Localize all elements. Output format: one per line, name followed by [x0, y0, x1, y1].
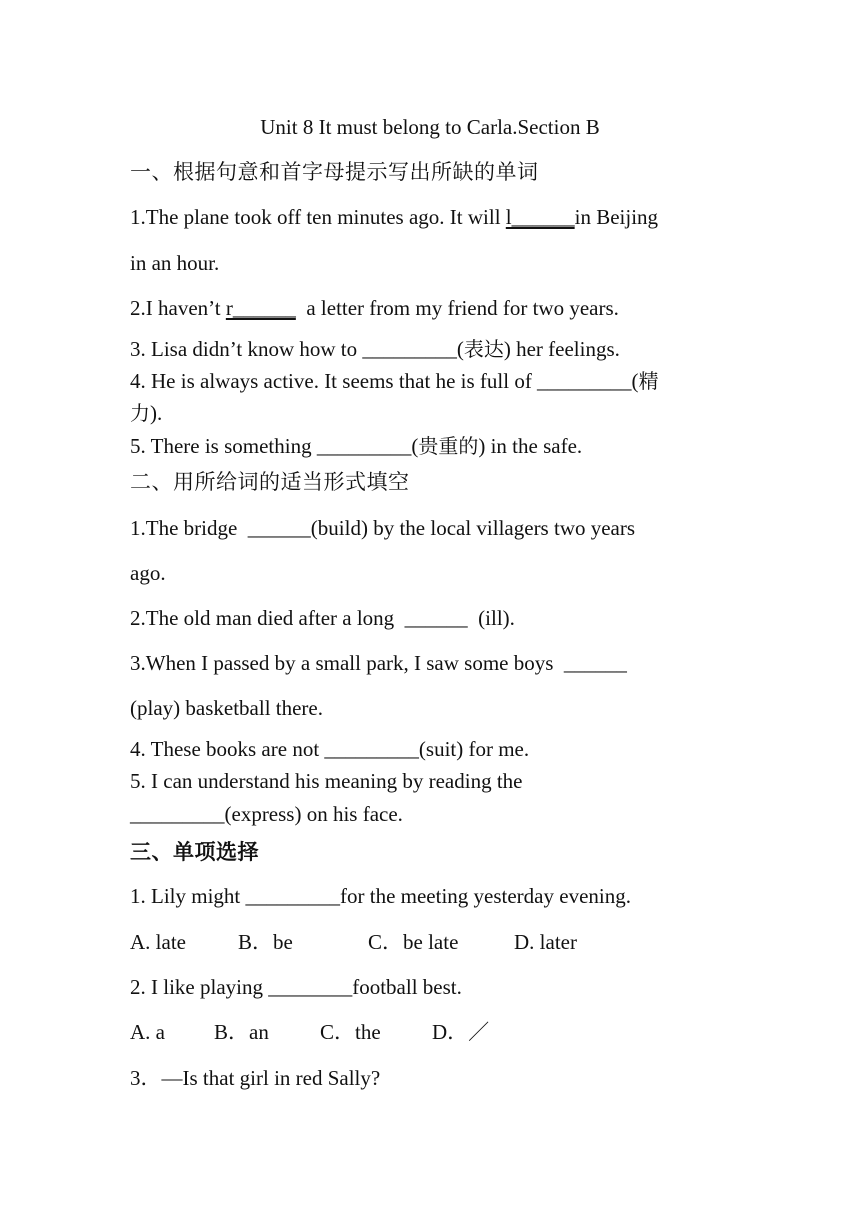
- s2-question-5: 5. I can understand his meaning by reading the: [130, 769, 523, 793]
- s2-question-4: 4. These books are not _________(suit) for me.: [130, 737, 530, 761]
- s3-q1-option-d: D. later: [514, 930, 577, 954]
- s1-q1-text: 1.The plane took off ten minutes ago. It will: [130, 205, 506, 229]
- s1-q1-blank: l______: [505, 205, 575, 229]
- s1-question-1: [130, 203, 658, 231]
- s3-q1-option-a: A. late: [130, 930, 186, 954]
- s1-question-3: [130, 335, 620, 363]
- s1-q3-text-after: ) her feelings.: [503, 337, 620, 361]
- s3-question-2: 2. I like playing ________football best.: [130, 975, 462, 999]
- s2-question-5-continued: _________(express) on his face.: [130, 802, 403, 826]
- s3-question-3: 3．—Is that girl in red Sally?: [130, 1066, 381, 1090]
- s3-q2-option-b: B．an: [214, 1020, 269, 1044]
- s2-question-1: 1.The bridge ______(build) by the local villagers two years: [130, 516, 636, 540]
- s1-q2-blank: r______: [225, 296, 296, 320]
- s2-question-2: 2.The old man died after a long ______ (ill).: [130, 606, 515, 630]
- section-3-heading: 三、单项选择: [130, 840, 259, 864]
- s3-q1-option-c: C．be late: [368, 930, 459, 954]
- s1-question-5: [130, 432, 582, 460]
- s1-q4-hint-part1: 精: [638, 369, 659, 393]
- s3-q1-option-b: B．be: [238, 930, 293, 954]
- s1-question-2: [130, 294, 619, 322]
- s2-question-3-continued: (play) basketball there.: [130, 696, 323, 720]
- s1-question-1-continued: in an hour.: [130, 251, 220, 275]
- s1-q2-text-after: a letter from my friend for two years.: [295, 296, 619, 320]
- s3-question-1-options: [130, 928, 577, 956]
- s3-question-2-options: [130, 1018, 489, 1046]
- s1-q4-text: 4. He is always active. It seems that he is full of _________(: [130, 369, 639, 393]
- s1-question-4: [130, 367, 659, 395]
- s1-q5-text-after: ) in the safe.: [478, 434, 583, 458]
- s1-q5-hint: 贵重的: [418, 434, 479, 458]
- s1-q1-text-after: in Beijing: [574, 205, 659, 229]
- s1-q5-text: 5. There is something _________(: [130, 434, 419, 458]
- section-1-heading: 一、根据句意和首字母提示写出所缺的单词: [130, 160, 539, 184]
- s1-q2-text: 2.I haven’t: [130, 296, 226, 320]
- s1-q3-hint: 表达: [463, 337, 504, 361]
- s1-question-4-continued: [130, 399, 162, 427]
- s1-q4-text-after: ).: [150, 401, 163, 425]
- s1-q3-text: 3. Lisa didn’t know how to _________(: [130, 337, 464, 361]
- s2-question-3: 3.When I passed by a small park, I saw some boys ______: [130, 651, 627, 675]
- s3-q2-option-d: D．／: [432, 1020, 490, 1044]
- s3-question-1: 1. Lily might _________for the meeting yesterday evening.: [130, 884, 631, 908]
- s1-q4-hint-part2: 力: [130, 401, 150, 425]
- s3-q2-option-a: A. a: [130, 1020, 165, 1044]
- s2-question-1-continued: ago.: [130, 561, 166, 585]
- page-title: Unit 8 It must belong to Carla.Section B: [260, 115, 600, 139]
- section-2-heading: 二、用所给词的适当形式填空: [130, 470, 410, 494]
- s3-q2-option-c: C．the: [320, 1020, 381, 1044]
